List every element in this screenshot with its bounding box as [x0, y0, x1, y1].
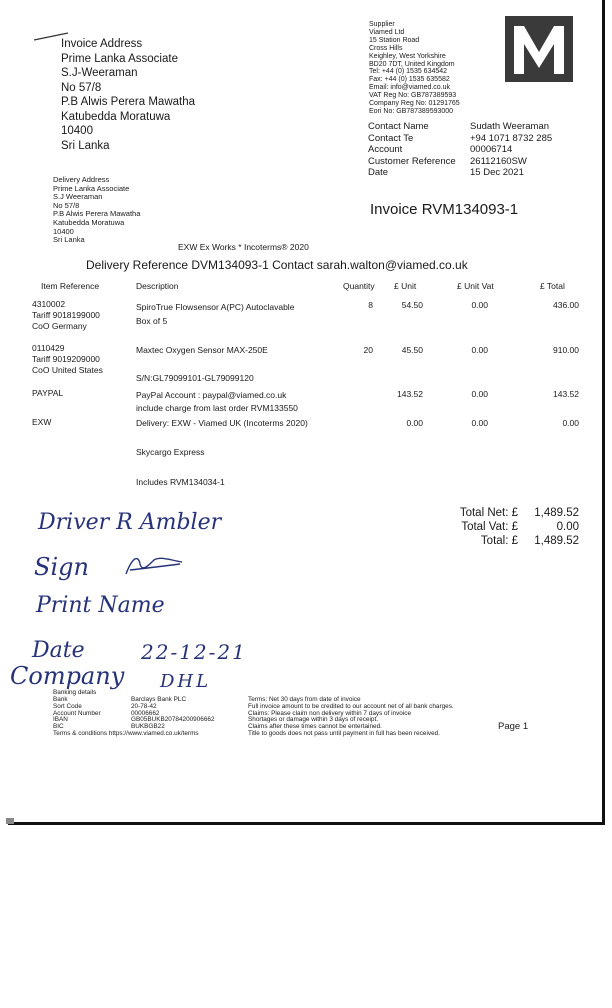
- total-label: Total: £: [480, 535, 518, 547]
- contact-label: Date: [368, 167, 389, 178]
- invoice-address-line: P.B Alwis Perera Mawatha: [61, 96, 196, 108]
- invoice-title: Invoice RVM134093-1: [370, 201, 519, 218]
- col-header-item-reference: Item Reference: [41, 281, 100, 291]
- supplier-line: BD20 7DT, United Kingdom: [369, 60, 455, 68]
- pen-mark-icon: [32, 30, 72, 44]
- contact-value: +94 1071 8732 285: [470, 132, 553, 144]
- viamed-logo: [505, 16, 573, 82]
- supplier-line: Email: info@viamed.co.uk: [369, 84, 451, 92]
- item-description-line: Box of 5: [136, 316, 168, 326]
- invoice-address-line: 10400: [61, 125, 93, 137]
- invoice-address-line: No 57/8: [61, 81, 102, 94]
- total-net-label: Total Net: £: [459, 507, 518, 519]
- item-reference: PAYPAL: [32, 388, 64, 398]
- delivery-address-line: No 57/8: [53, 200, 80, 210]
- terms-line: Claims: Please claim non delivery within 7 days of invoice: [248, 709, 412, 717]
- banking-value: Barclays Bank PLC: [131, 696, 187, 703]
- banking-heading: Banking details: [53, 689, 97, 696]
- contact-label: Contact Te: [368, 132, 414, 144]
- item-total: 910.00: [553, 345, 579, 355]
- contact-value: 15 Dec 2021: [470, 167, 524, 178]
- supplier-line: Tel: +44 (0) 1535 634542: [369, 68, 448, 76]
- total-vat-label: Total Vat: £: [461, 521, 518, 533]
- includes-reference: Includes RVM134034-1: [136, 477, 225, 487]
- handwritten-driver: Driver R Ambler: [38, 510, 222, 535]
- terms-line: Claims after these times cannot be entertained.: [248, 723, 382, 731]
- supplier-line: Eori No: GB787389593000: [369, 107, 454, 115]
- terms-line: Title to goods does not pass until payment in full has been received.: [248, 729, 440, 737]
- supplier-block: [369, 21, 460, 116]
- item-total: 436.00: [553, 300, 579, 310]
- item-total: 143.52: [553, 389, 579, 399]
- item-unit-price: 143.52: [397, 389, 423, 399]
- item-quantity: 8: [368, 300, 373, 310]
- terms-block: [248, 697, 454, 738]
- handwritten-print-name: Print Name: [36, 593, 165, 618]
- col-header-unit: £ Unit: [394, 281, 417, 291]
- invoice-address-line: S.J-Weeraman: [61, 67, 138, 79]
- banking-label: IBAN: [53, 716, 68, 724]
- delivery-address-line: 10400: [53, 226, 74, 236]
- item-unit-price: 54.50: [401, 300, 423, 310]
- contact-value: 26112160SW: [470, 155, 527, 167]
- contact-label: Customer Reference: [368, 155, 456, 167]
- delivery-address-line: P.B Alwis Perera Mawatha: [53, 209, 141, 219]
- handwritten-company-value: DHL: [160, 671, 212, 692]
- supplier-line: Cross Hills: [369, 44, 403, 52]
- item-reference: 4310002: [32, 299, 66, 309]
- banking-label: Account Number: [53, 709, 101, 717]
- item-description: [136, 300, 294, 328]
- col-header-total: £ Total: [540, 281, 565, 291]
- invoice-address-heading: Invoice Address: [61, 38, 143, 50]
- item-quantity: 20: [363, 345, 373, 355]
- total-net-value: 1,489.52: [534, 507, 579, 519]
- invoice-page: [8, 0, 605, 825]
- delivery-reference: Delivery Reference DVM134093-1 Contact sarah.walton@viamed.co.uk: [86, 258, 468, 272]
- delivery-address: [53, 176, 140, 245]
- item-reference: 0110429: [32, 343, 65, 353]
- total-vat-value: 0.00: [556, 521, 579, 533]
- terms-link-line: [53, 731, 199, 738]
- banking-values: [131, 697, 215, 731]
- item-description: Maxtec Oxygen Sensor MAX-250E: [136, 345, 268, 355]
- banking-label: Sort Code: [53, 702, 82, 710]
- terms-line: Shortages or damage within 3 days of receipt.: [248, 716, 379, 724]
- handwritten-date-value: 22-12-21: [141, 640, 247, 664]
- item-unit-price: 45.50: [401, 345, 423, 355]
- contact-label: Contact Name: [368, 121, 429, 132]
- contact-value: Sudath Weeraman: [470, 121, 550, 132]
- col-header-unit-vat: £ Unit Vat: [457, 281, 494, 291]
- table-row: [32, 343, 103, 376]
- total-value: 1,489.52: [534, 535, 579, 547]
- item-unit-vat: 0.00: [471, 300, 488, 310]
- delivery-address-line: Delivery Address: [53, 175, 110, 184]
- banking-value: 00006662: [131, 709, 160, 717]
- col-header-quantity: Quantity: [343, 281, 375, 291]
- item-reference: CoO United States: [32, 365, 103, 375]
- supplier-line: Company Reg No: 01291765: [369, 100, 460, 108]
- delivery-address-line: S.J Weeraman: [53, 192, 103, 202]
- invoice-address-line: Prime Lanka Associate: [61, 52, 178, 65]
- supplier-line: Supplier: [369, 21, 395, 28]
- item-unit-vat: 0.00: [471, 418, 488, 428]
- banking-labels: [53, 697, 101, 731]
- item-reference: Tariff 9018199000: [32, 310, 100, 320]
- item-unit-price: 0.00: [406, 418, 423, 428]
- incoterms-line: EXW Ex Works * Incoterms® 2020: [178, 242, 309, 252]
- item-description: Delivery: EXW - Viamed UK (Incoterms 2020): [136, 418, 308, 428]
- item-reference: Tariff 9019209000: [32, 354, 100, 364]
- handwritten-company-label: Company: [10, 662, 125, 690]
- contact-values: [470, 121, 552, 179]
- invoice-address-line: Sri Lanka: [61, 139, 110, 152]
- supplier-line: Keighley, West Yorkshire: [369, 52, 446, 60]
- invoice-address-line: Katubedda Moratuwa: [61, 110, 171, 123]
- delivery-address-line: Prime Lanka Associate: [53, 183, 130, 193]
- terms-line: Terms: Net 30 days from date of invoice: [248, 696, 361, 703]
- item-reference: CoO Germany: [32, 321, 87, 331]
- page-corner-mark: [6, 818, 14, 824]
- banking-value: GB05BUKB20784200906662: [131, 716, 215, 724]
- item-description: [136, 389, 298, 415]
- supplier-line: Viamed Ltd: [369, 28, 405, 36]
- item-description-line: include charge from last order RVM133550: [136, 403, 298, 413]
- col-header-description: Description: [136, 281, 179, 291]
- invoice-address: [61, 37, 195, 153]
- item-unit-vat: 0.00: [471, 345, 488, 355]
- contact-label: Account: [368, 144, 403, 155]
- page-number: Page 1: [498, 721, 529, 732]
- delivery-address-line: Sri Lanka: [53, 235, 85, 245]
- banking-value: 20-78-42: [131, 702, 157, 710]
- contact-labels: [368, 121, 456, 179]
- banking-label: Bank: [53, 696, 68, 703]
- delivery-address-line: Katubedda Moratuwa: [53, 217, 125, 227]
- handwritten-sign-label: Sign: [34, 553, 89, 581]
- supplier-line: VAT Reg No: GB787389593: [369, 92, 457, 100]
- banking-value: BUKBGB22: [131, 723, 165, 731]
- banking-label: BIC: [53, 723, 64, 731]
- contact-value: 00006714: [470, 144, 513, 155]
- supplier-line: 15 Station Road: [369, 36, 420, 44]
- item-total: 0.00: [562, 418, 579, 428]
- table-row: [32, 299, 100, 332]
- item-unit-vat: 0.00: [471, 389, 488, 399]
- item-description-line: SpiroTrue Flowsensor A(PC) Autoclavable: [136, 302, 295, 312]
- terms-link[interactable]: Terms & conditions https://www.viamed.co.uk/terms: [53, 730, 199, 737]
- supplier-line: Fax: +44 (0) 1535 635582: [369, 76, 450, 84]
- item-description-line: PayPal Account : paypal@viamed.co.uk: [136, 390, 287, 400]
- signature-scribble-icon: [118, 550, 188, 580]
- terms-line: Full invoice amount to be credited to our account net of all bank charges.: [248, 702, 454, 710]
- totals-labels: [438, 506, 518, 548]
- handwritten-date-label: Date: [32, 638, 85, 663]
- item-serial-numbers: S/N:GL79099101-GL79099120: [136, 373, 254, 383]
- courier-name: Skycargo Express: [136, 447, 205, 457]
- item-reference: EXW: [32, 417, 52, 427]
- totals-values: [523, 506, 579, 548]
